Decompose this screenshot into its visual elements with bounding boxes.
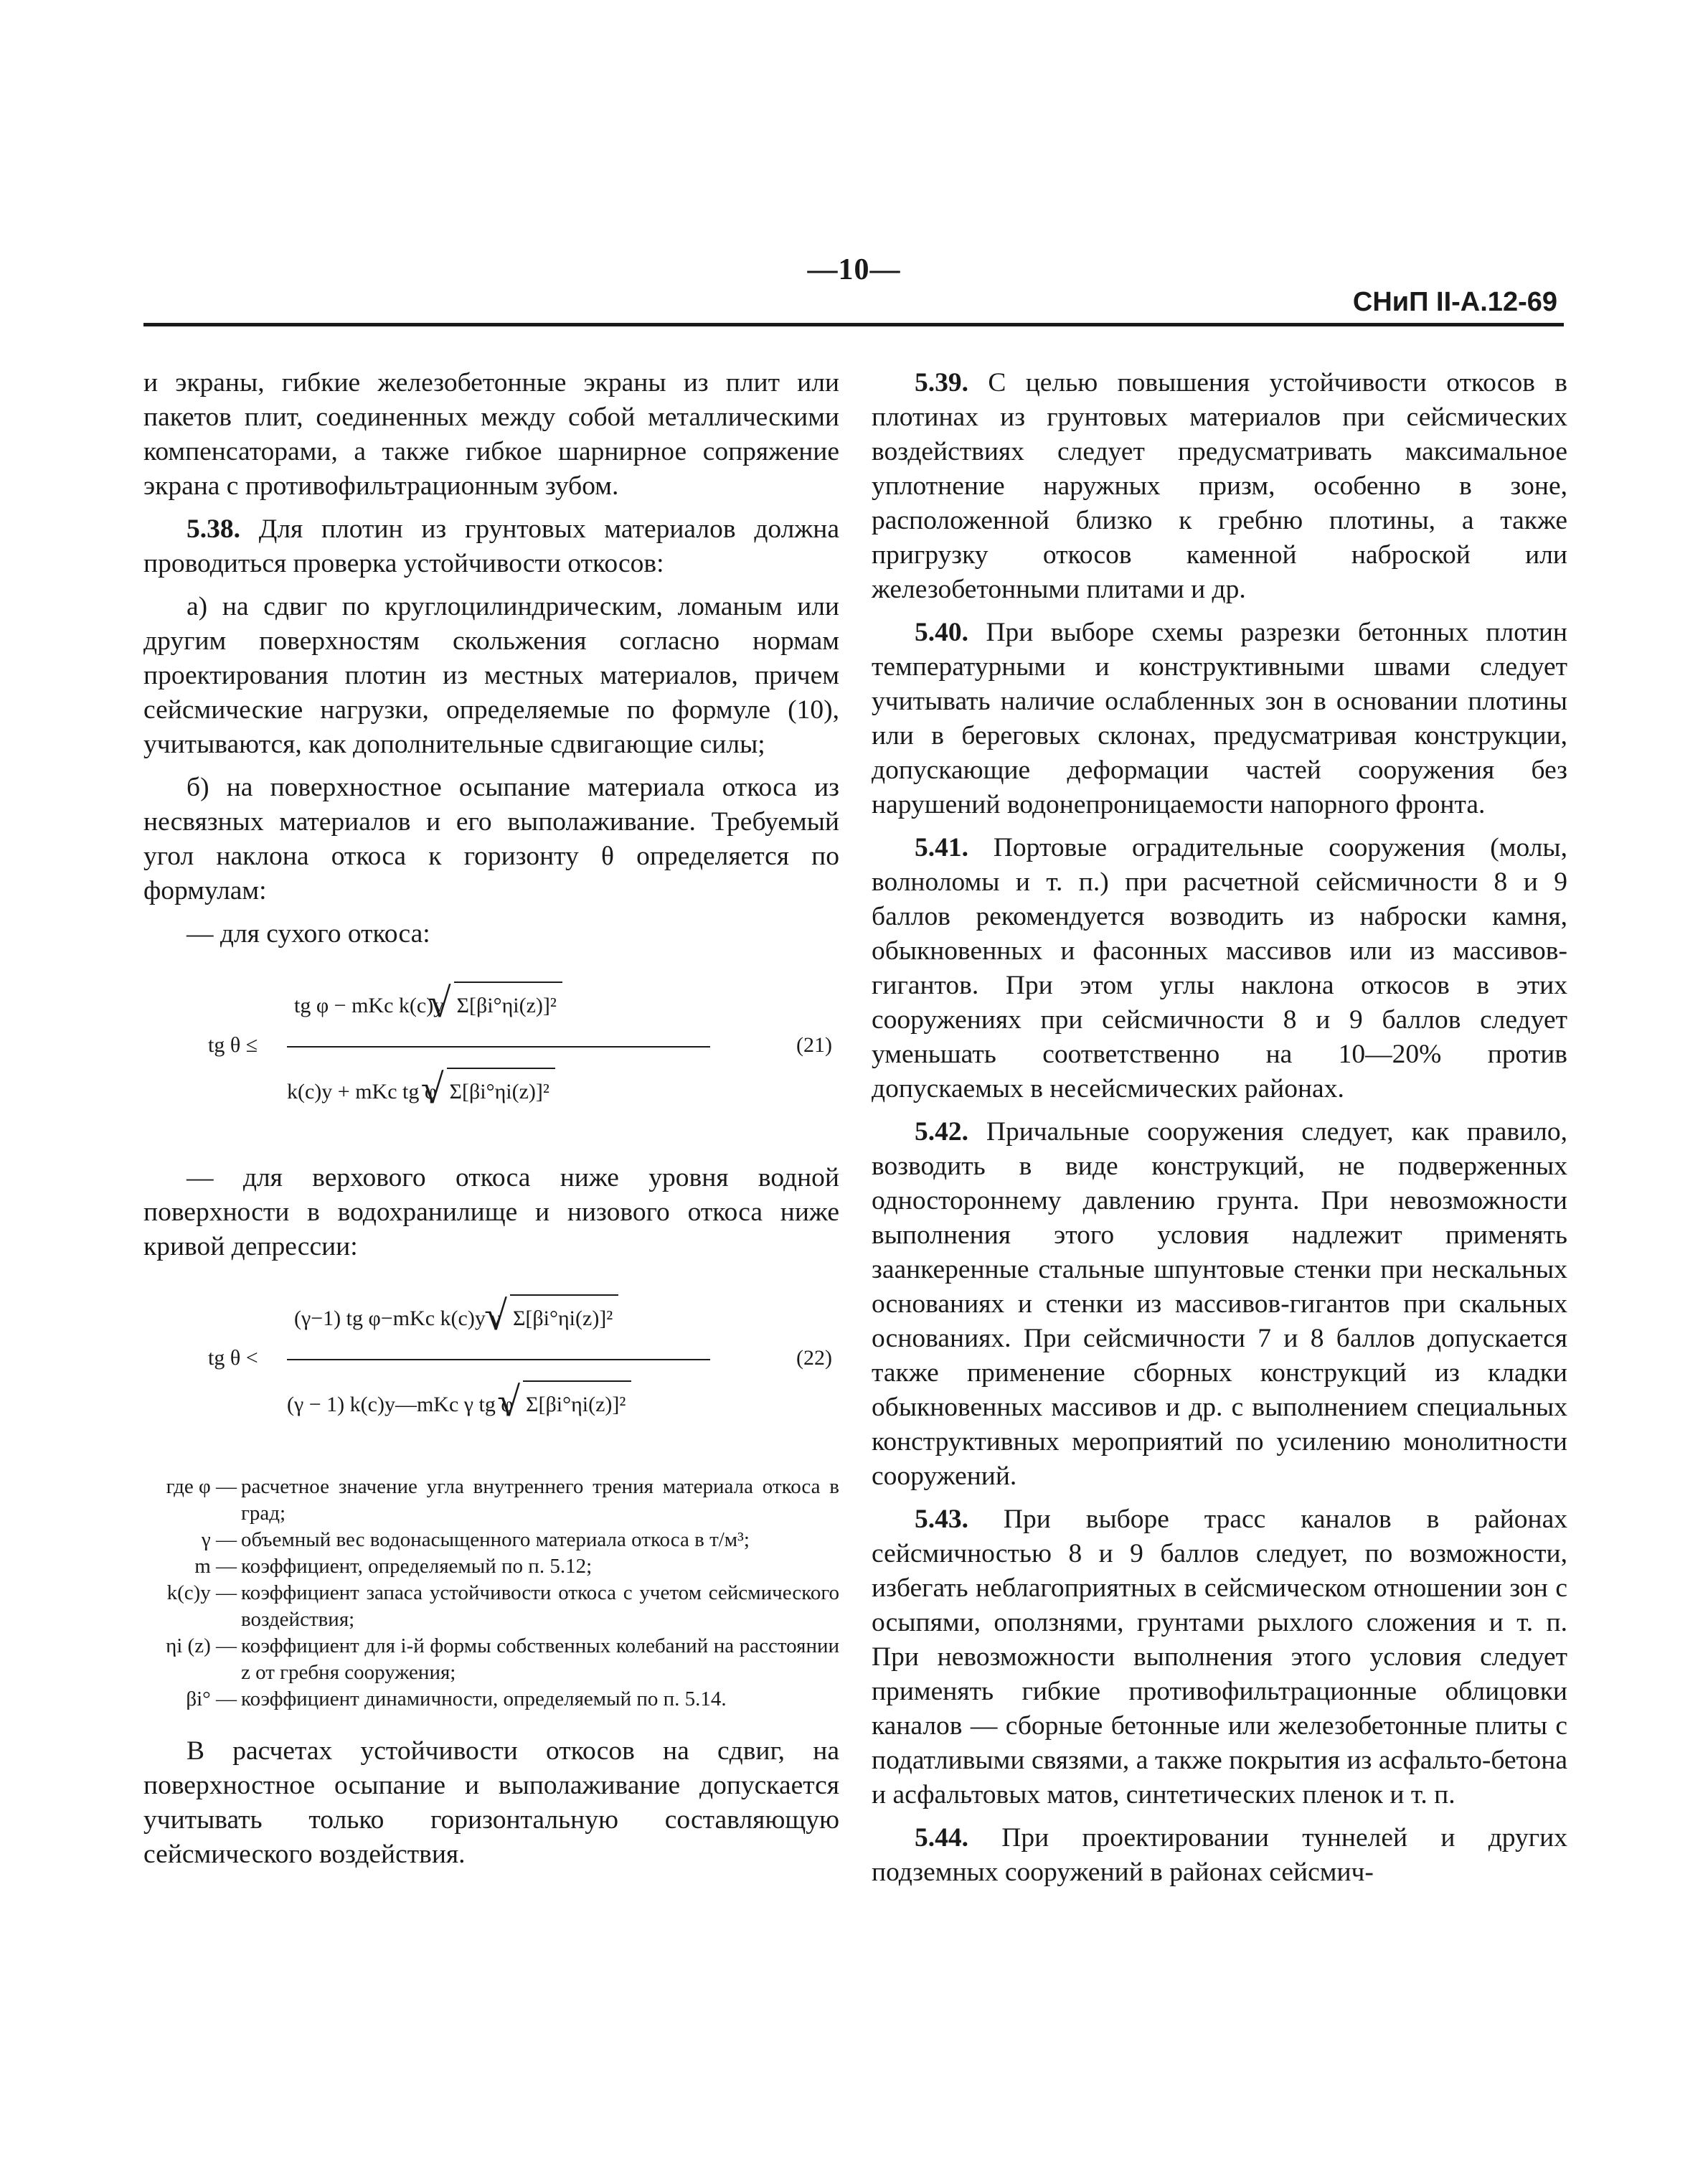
formula-number: (22) [796, 1346, 832, 1370]
formula-lhs: tg θ < [208, 1346, 258, 1370]
definition-row: k(c)y — коэффициент запаса устойчивости откоса с учетом сейсмического воздействия; [166, 1581, 839, 1631]
paragraph-5-44: 5.44. При проектировании туннелей и других подземных сооружений в районах сейсмич- [872, 1823, 1567, 1887]
paragraph-5-39: 5.39. С целью повышения устойчивости откосов в плотинах из грунтовых материалов при сейсмических воздействиях следует предусматривать максимальное уплотнение наружных призм, особенно в зоне, расположенной близко к гребню плотины, а также пригрузку откосов каменной наброской или железобетонными плитами и др. [872, 368, 1567, 604]
paragraph: и экраны, гибкие железобетонные экраны из плит или пакетов плит, соединенных между собой металлическими компенсаторами, а также гибкое шарнирное сопряжение экрана с противофильтрационным зубом. [143, 368, 839, 501]
formula-number: (21) [796, 1033, 832, 1057]
formula-numerator: (γ−1) tg φ−mKc k(c)y γ √ Σ[βi°ηi(z)]² [294, 1294, 618, 1336]
definition-row: m — коэффициент, определяемый по п. 5.12; [194, 1555, 593, 1578]
sqrt-sum: √ Σ[βi°ηi(z)]² [510, 1294, 618, 1336]
formula-numerator: tg φ − mKc k(c)y √ Σ[βi°ηi(z)]² [294, 982, 562, 1023]
paragraph: а) на сдвиг по круглоцилиндрическим, ломаным или другим поверхностям скольжения согласно нормам проектирования плотин из местных материалов, причем сейсмические нагрузки, определяемые по формуле (10), учитываются, как дополнительные сдвигающие силы; [143, 592, 839, 759]
formula-22 [143, 1273, 839, 1452]
formula-lhs: tg θ ≤ [208, 1033, 258, 1057]
paragraph: б) на поверхностное осыпание материала откоса из несвязных материалов и его выполаживание. Требуемый угол наклона откоса к горизонту θ определяется по формулам: [143, 773, 839, 905]
fraction-bar [287, 1359, 710, 1360]
document-code: СНиП II-А.12-69 [1352, 287, 1557, 317]
right-column [872, 366, 1567, 1898]
formula-denominator: (γ − 1) k(c)y—mKc γ tg φ √ Σ[βi°ηi(z)]² [287, 1380, 631, 1422]
paragraph-5-40: 5.40. При выборе схемы разрезки бетонных плотин температурными и конструктивными швами следует учитывать наличие ослабленных зон в основании плотины или в береговых склонах, предусматривая конструкции, допускающие деформации частей сооружения без нарушений водонепроницаемости напорного фронта. [872, 618, 1567, 819]
formula-denominator: k(c)y + mKc tg φ √ Σ[βi°ηi(z)]² [287, 1068, 555, 1109]
paragraph-5-43: 5.43. При выборе трасс каналов в районах сейсмичностью 8 и 9 баллов следует, по возможности, избегать неблагоприятных в сейсмическом отношении зон с осыпями, оползнями, грунтами рыхлого сложения и т. п. При невозможности выполнения этого условия следует применять гибкие противофильтрационные облицовки каналов — сборные бетонные или железобетонные плиты с податливыми связями, а также покрытия из асфальто-бетона и асфальтовых матов, синтетических пленок и т. п. [872, 1505, 1567, 1809]
left-column [143, 366, 839, 1881]
definition-row: где φ — расчетное значение угла внутреннего трения материала откоса в град; [166, 1475, 839, 1525]
sqrt-sum: √ Σ[βi°ηi(z)]² [447, 1068, 555, 1109]
paragraph-5-38 [143, 512, 839, 581]
definition-row: γ — объемный вес водонасыщенного материала откоса в т/м³; [201, 1528, 750, 1551]
sqrt-sum: √ Σ[βi°ηi(z)]² [454, 982, 562, 1023]
paragraph-5-42: 5.42. Причальные сооружения следует, как правило, возводить в виде конструкций, не подверженных одностороннему давлению грунта. При невозможности выполнения этого условия надлежит применять заанкеренные стальные шпунтовые стенки при нескальных основаниях и стенки из массивов-гигантов при скальных основаниях. При сейсмичности 7 и 8 баллов допускается также применение сборных конструкций из кладки обыкновенных массивов и др. с выполнением специальных конструктивных мероприятий по усилению монолитности сооружений. [872, 1117, 1567, 1491]
section-number: 5.38. [187, 514, 240, 544]
paragraph: В расчетах устойчивости откосов на сдвиг, на поверхностное осыпание и выполаживание допускается учитывать только горизонтальную составляющую сейсмического воздействия. [143, 1736, 839, 1869]
definition-row: ηi (z) — коэффициент для i-й формы собственных колебаний на расстоянии z от гребня сооружения; [166, 1634, 839, 1684]
variable-definitions [143, 1474, 839, 1713]
paragraph-text: Для плотин из грунтовых материалов должна проводиться проверка устойчивости откосов: [143, 514, 839, 578]
paragraph: — для сухого откоса: [187, 919, 430, 949]
page-number: —10— [807, 253, 901, 286]
formula-21 [143, 960, 839, 1139]
definition-row: βi° — коэффициент динамичности, определяемый по п. 5.14. [186, 1688, 727, 1710]
paragraph-5-41: 5.41. Портовые оградительные сооружения (молы, волноломы и т. п.) при расчетной сейсмичности 8 и 9 баллов рекомендуется возводить из наброски камня, обыкновенных и фасонных массивов или из массивов-гигантов. При этом углы наклона откосов в этих сооружениях при сейсмичности 8 и 9 баллов следует уменьшать соответственно на 10—20% против допускаемых в несейсмических районах. [872, 833, 1567, 1103]
sqrt-sum: √ Σ[βi°ηi(z)]² [523, 1380, 631, 1422]
header-rule [143, 323, 1564, 326]
fraction-bar [287, 1046, 710, 1048]
paragraph: — для верхового откоса ниже уровня водной поверхности в водохранилище и низового откоса ниже кривой депрессии: [143, 1163, 839, 1261]
